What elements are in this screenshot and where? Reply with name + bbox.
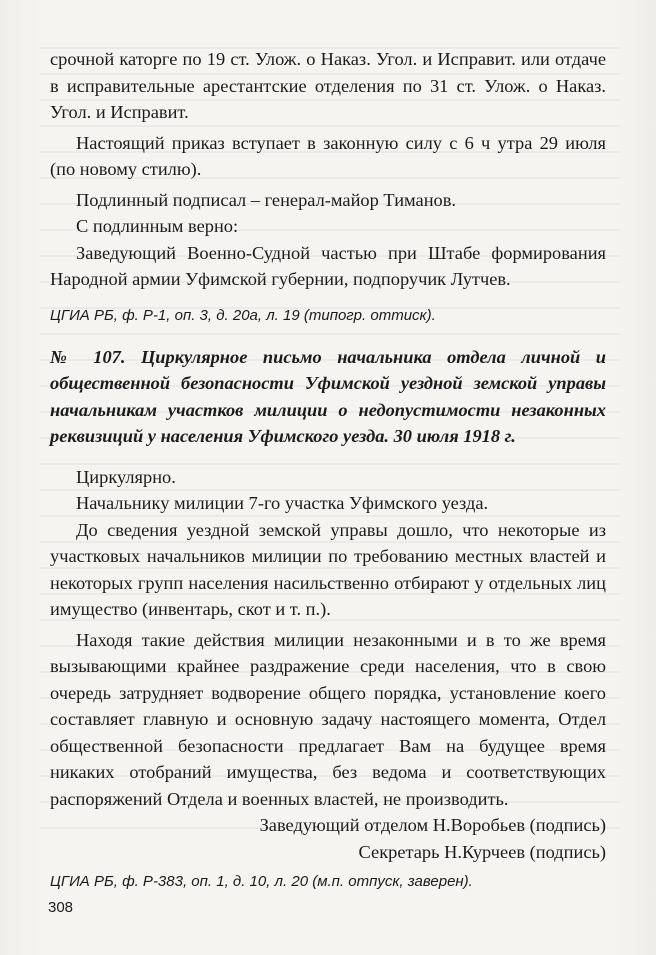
doc-107-heading: № 107. Циркулярное письмо начальника отдела личной и общественной безопасности Уфимской уездной земской управы начальникам участков милиции о недопустимости незаконных реквизиций у населения Уфимского уезда. 30 июля 1918 г. [50,346,606,446]
prev-order-certifier: Заведующий Военно-Судной частью при Штабе формирования Народной армии Уфимской губернии, подпоручик Лутчев. [50,242,606,289]
doc-107-signature-secretary: Секретарь Н.Курчеев (подпись) [358,841,606,862]
prev-order-continuation: срочной каторге по 19 ст. Улож. о Наказ. Угол. и Исправит. или отдаче в исправительные арестантские отделения по 31 ст. Улож. о Наказ. Угол. и Исправит. [50,49,606,122]
page-content [50,46,606,893]
prev-order-effect: Настоящий приказ вступает в законную силу с 6 ч утра 29 июля (по новому стилю). [50,132,606,179]
doc-107-archive-source: ЦГИА РБ, ф. Р-383, оп. 1, д. 10, л. 20 (м.п. отпуск, заверен). [50,873,473,890]
doc-107-label: Циркулярно. [76,466,176,487]
page-number: 308 [48,899,74,916]
prev-order-signed: Подлинный подписал – генерал-майор Тиманов. [76,189,457,210]
doc-107-addressee: Начальнику милиции 7-го участка Уфимского уезда. [76,493,489,513]
doc-107-signature-head: Заведующий отделом Н.Воробьев (подпись) [259,815,606,835]
doc-107-paragraph-2: Находя такие действия милиции незаконными и в то же время вызывающими крайнее раздражение среди населения, что в свою очередь затрудняет водворение общего порядка, установление коего составляет главную и основную задачу настоящего момента, Отдел общественной безопасности предлагает Вам на будущее время никаких отобраний имущества, без ведома и соответствующих распоряжений Отдела и военных властей, не производить. [50,629,606,809]
prev-order-archive-source: ЦГИА РБ, ф. Р-1, оп. 3, д. 20а, л. 19 (типогр. оттиск). [50,306,436,324]
doc-107-paragraph-1: До сведения уездной земской управы дошло, что некоторые из участковых начальников милиции по требованию местных властей и некоторых групп населения насильственно отбирают у отдельных лиц имущество (инвентарь, скот и т. п.). [50,519,606,619]
prev-order-true-copy: С подлинным верно: [76,216,239,236]
